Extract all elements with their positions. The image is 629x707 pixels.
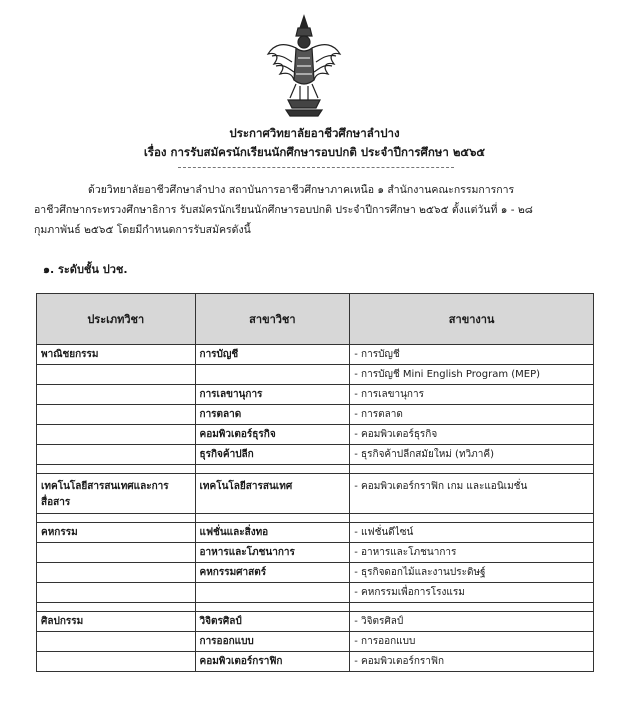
table-spacer-row: [37, 603, 594, 612]
program-type-cell: [37, 543, 196, 563]
specialization-cell: - ธุรกิจดอกไม้และงานประดิษฐ์: [350, 563, 594, 583]
specialization-cell: - การบัญชี: [350, 345, 594, 365]
body-line-1: ด้วยวิทยาลัยอาชีวศึกษาลำปาง สถาบันการอาชีวศึกษาภาคเหนือ ๑ สำนักงานคณะกรรมการการ: [88, 184, 515, 196]
major-cell: คหกรรมศาสตร์: [195, 563, 350, 583]
table-row: [37, 632, 594, 652]
specialization-cell: - แฟชั่นดีไซน์: [350, 523, 594, 543]
major-cell: [195, 583, 350, 603]
document-title: ประกาศวิทยาลัยอาชีวศึกษาลำปาง: [229, 126, 400, 140]
major-cell: คอมพิวเตอร์กราฟิก: [195, 652, 350, 672]
major-cell: การเลขานุการ: [195, 385, 350, 405]
table-row: [37, 365, 594, 385]
major-cell: เทคโนโลยีสารสนเทศ: [195, 474, 350, 514]
specialization-cell: - คหกรรมเพื่อการโรงแรม: [350, 583, 594, 603]
table-row: [37, 385, 594, 405]
specialization-cell: - วิจิตรศิลป์: [350, 612, 594, 632]
program-type-cell: [37, 632, 196, 652]
program-type-cell: พาณิชยกรรม: [37, 345, 196, 365]
specialization-cell: - คอมพิวเตอร์ธุรกิจ: [350, 425, 594, 445]
table-row: [37, 583, 594, 603]
major-cell: วิจิตรศิลป์: [195, 612, 350, 632]
table-row: [37, 425, 594, 445]
body-line-3: กุมภาพันธ์ ๒๕๖๕ โดยมีกำหนดการรับสมัครดังนี้: [34, 224, 251, 236]
program-type-cell: คหกรรม: [37, 523, 196, 543]
body-line-2: อาชีวศึกษากระทรวงศึกษาธิการ รับสมัครนักเรียนนักศึกษารอบปกติ ประจำปีการศึกษา ๒๕๖๕ ตั้งแต่วันที่ ๑ - ๒๘: [34, 204, 533, 216]
program-type-cell: [37, 583, 196, 603]
major-cell: การบัญชี: [195, 345, 350, 365]
specialization-cell: - ธุรกิจค้าปลีกสมัยใหม่ (ทวิภาคี): [350, 445, 594, 465]
specialization-cell: - การบัญชี Mini English Program (MEP): [350, 365, 594, 385]
program-type-cell: [37, 365, 196, 385]
header-specialization: สาขางาน: [350, 294, 594, 345]
major-cell: [195, 365, 350, 385]
table-spacer-row: [37, 514, 594, 523]
program-type-cell: ศิลปกรรม: [37, 612, 196, 632]
specialization-cell: - การเลขานุการ: [350, 385, 594, 405]
table-row: [37, 652, 594, 672]
program-type-cell: [37, 652, 196, 672]
specialization-cell: - การออกแบบ: [350, 632, 594, 652]
specialization-cell: - อาหารและโภชนาการ: [350, 543, 594, 563]
table-header-row: [37, 294, 594, 345]
specialization-cell: - คอมพิวเตอร์กราฟิก เกม และแอนิเมชั่น: [350, 474, 594, 514]
programs-table: [36, 293, 594, 672]
table-row: [37, 612, 594, 632]
table-row: [37, 474, 594, 514]
program-type-cell: [37, 563, 196, 583]
document-subject: เรื่อง การรับสมัครนักเรียนนักศึกษารอบปกติ ประจำปีการศึกษา ๒๕๖๕: [143, 145, 486, 159]
major-cell: การออกแบบ: [195, 632, 350, 652]
header-program-type: ประเภทวิชา: [37, 294, 196, 345]
table-row: [37, 345, 594, 365]
program-type-cell: [37, 405, 196, 425]
table-row: [37, 523, 594, 543]
specialization-cell: - คอมพิวเตอร์กราฟิก: [350, 652, 594, 672]
garuda-emblem-icon: [266, 14, 342, 118]
program-type-cell: เทคโนโลยีสารสนเทศและการสื่อสาร: [37, 474, 196, 514]
major-cell: การตลาด: [195, 405, 350, 425]
header-major: สาขาวิชา: [195, 294, 350, 345]
major-cell: แฟชั่นและสิ่งทอ: [195, 523, 350, 543]
title-divider: [178, 167, 454, 168]
specialization-cell: - การตลาด: [350, 405, 594, 425]
major-cell: อาหารและโภชนาการ: [195, 543, 350, 563]
major-cell: ธุรกิจค้าปลีก: [195, 445, 350, 465]
table-row: [37, 563, 594, 583]
program-type-cell: [37, 385, 196, 405]
table-row: [37, 445, 594, 465]
table-spacer-row: [37, 465, 594, 474]
major-cell: คอมพิวเตอร์ธุรกิจ: [195, 425, 350, 445]
program-type-cell: [37, 425, 196, 445]
section-heading: ๑. ระดับชั้น ปวช.: [43, 263, 128, 276]
table-row: [37, 405, 594, 425]
table-row: [37, 543, 594, 563]
program-type-cell: [37, 445, 196, 465]
